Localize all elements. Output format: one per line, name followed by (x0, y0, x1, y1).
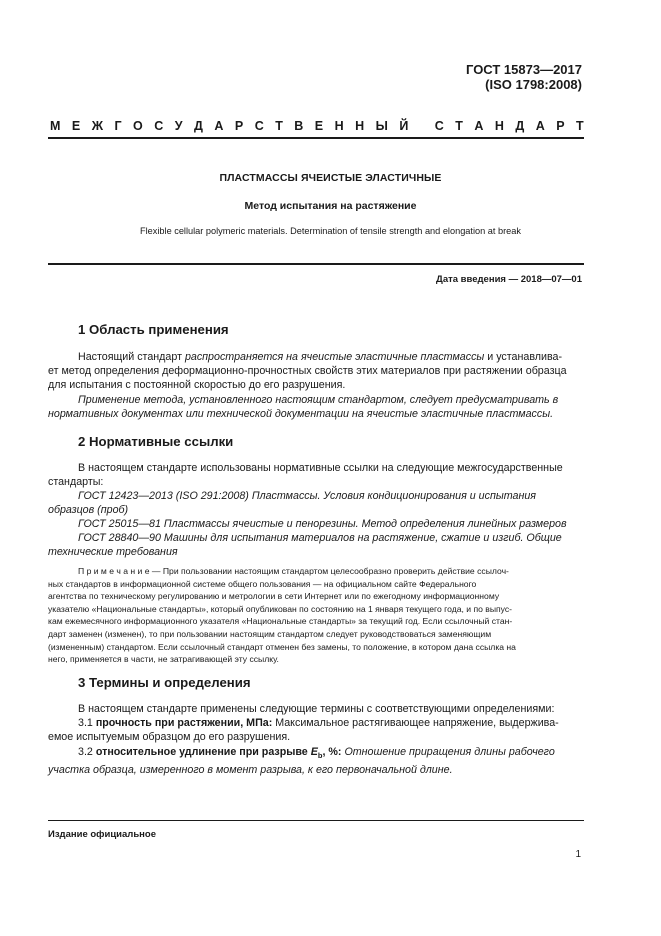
note-label: П р и м е ч а н и е (78, 566, 150, 576)
banner-letter: Р (234, 119, 244, 133)
note-line: (измененным) стандартом. Если ссылочный стандарт отменен без замены, то положение, в котором дана ссылка на (48, 641, 516, 652)
p1-text-italic: распространяется на ячеистые эластичные пластмассы (184, 351, 485, 363)
banner-letter: Г (114, 119, 122, 133)
banner-letter: Н (494, 119, 504, 133)
reference-gost-28840 (48, 531, 584, 559)
note-line: указателю «Национальные стандарты», который опубликован по состоянию на 1 января текущего года, и по выпус- (48, 603, 513, 614)
term-3-1-def: Максимальное растягивающее напряжение, выдержива- (272, 717, 559, 729)
title-rule (48, 263, 584, 265)
p1-line-3: для испытания с постоянной скоростью до его разрушения. (48, 379, 346, 391)
banner-letter: Н (355, 119, 365, 133)
ref3-line-2: технические требования (48, 546, 178, 558)
term-3-1-number: 3.1 (78, 717, 96, 729)
p2-line-2: нормативных документах или технической документации на ячеистые эластичные пластмассы. (48, 408, 554, 420)
s2-intro-line-2: стандарты: (48, 476, 104, 488)
section-1-heading: 1 Область применения (78, 322, 229, 337)
section-3-intro: В настоящем стандарте применены следующие термины с соответствующими определениями: (78, 703, 555, 715)
ref3-line-1: ГОСТ 28840—90 Машины для испытания материалов на растяжение, сжатие и изгиб. Общие (78, 532, 562, 544)
note-line: агентства по техническому регулированию и метрологии в сети Интернет или по ежегодному информационному (48, 591, 500, 602)
term-3-1-def-line-2: емое испытуемым образцом до его разрушения. (48, 731, 291, 743)
section-1-paragraph-1 (48, 350, 584, 392)
note-line: дарт заменен (изменен), то при пользовании настоящим стандартом следует руководствоваться заменяющим (48, 628, 492, 639)
effective-date: Дата введения — 2018—07—01 (436, 274, 582, 285)
banner-letter: Е (314, 119, 324, 133)
term-3-1 (48, 716, 584, 744)
s2-intro-line-1: В настоящем стандарте использованы нормативные ссылки на следующие межгосударственные (78, 462, 563, 474)
section-2-intro (48, 461, 584, 489)
banner-letter: Т (576, 119, 584, 133)
term-3-2-def-line-2: участка образца, измеренного в момент разрыва, к его первоначальной длине. (48, 764, 453, 777)
banner-letter (420, 119, 423, 133)
term-3-2-def: Отношение приращения длины рабочего (341, 746, 555, 758)
banner-letter: А (214, 119, 224, 133)
reference-gost-12423 (48, 489, 584, 517)
banner-letter: Н (334, 119, 344, 133)
note-line: него, применяется в части, не затрагивающей эту ссылку. (48, 654, 279, 665)
term-3-2-name: относительное удлинение при разрыве (95, 746, 311, 758)
term-3-2-subscript: b (317, 751, 323, 761)
document-title: ПЛАСТМАССЫ ЯЧЕИСТЫЕ ЭЛАСТИЧНЫЕ (219, 172, 442, 184)
banner-letter: А (474, 119, 484, 133)
iso-number: (ISO 1798:2008) (485, 77, 582, 92)
reference-gost-25015: ГОСТ 25015—81 Пластмассы ячеистые и пенорезины. Метод определения линейных размеров (78, 518, 567, 530)
term-3-2-unit: , %: (322, 746, 342, 758)
p1-text-b: и устанавлива- (484, 351, 563, 363)
banner-letter: Ж (91, 119, 104, 133)
banner-letter: Й (399, 119, 409, 133)
p1-line-2: ет метод определения деформационно-прочностных свойств этих материалов при растяжении образца (48, 365, 567, 377)
banner-letter: С (254, 119, 264, 133)
note-text: — При пользовании настоящим стандартом целесообразно проверить действие ссылоч- (149, 566, 509, 576)
interstate-standard-banner (50, 119, 584, 133)
ref1-line-1: ГОСТ 12423—2013 (ISO 291:2008) Пластмассы. Условия кондиционирования и испытания (78, 490, 536, 502)
banner-letter: С (154, 119, 164, 133)
note-block (48, 565, 584, 666)
note-line-first (78, 565, 584, 578)
header-rule (48, 137, 584, 139)
section-3-heading: 3 Термины и определения (78, 675, 251, 690)
banner-letter: Т (275, 119, 283, 133)
official-edition-label: Издание официальное (48, 829, 156, 840)
section-1-paragraph-2 (48, 393, 584, 421)
banner-letter: Ы (375, 119, 388, 133)
english-title: Flexible cellular polymeric materials. Determination of tensile strength and elongation at break (140, 226, 521, 236)
page-number: 1 (575, 849, 581, 860)
p1-text-a: Настоящий стандарт (78, 351, 185, 363)
gost-designation (466, 62, 582, 92)
banner-letter: В (294, 119, 304, 133)
banner-letter: А (535, 119, 545, 133)
ref1-line-2: образцов (проб) (48, 504, 129, 516)
gost-number: ГОСТ 15873—2017 (466, 62, 582, 77)
banner-letter: С (434, 119, 444, 133)
banner-letter: У (174, 119, 183, 133)
note-line: ных стандартов в информационной системе общего пользования — на официальном сайте Федерального (48, 578, 477, 589)
term-3-2 (48, 745, 584, 777)
term-3-2-number: 3.2 (78, 746, 96, 758)
term-3-1-name: прочность при растяжении, МПа: (95, 717, 273, 729)
banner-letter: Д (194, 119, 203, 133)
footer-rule (48, 820, 584, 821)
banner-letter: Т (455, 119, 463, 133)
document-subtitle: Метод испытания на растяжение (244, 200, 417, 212)
banner-letter: Д (515, 119, 525, 133)
banner-letter: М (50, 119, 61, 133)
term-3-2-symbol: E (310, 746, 318, 758)
note-line: кам ежемесячного информационного указателя «Национальные стандарты» за текущий год. Если ссылочный стан- (48, 616, 513, 627)
p2-line-1: Применение метода, установленного настоящим стандартом, следует предусматривать в (78, 394, 559, 406)
banner-letter: О (133, 119, 143, 133)
banner-letter: Р (556, 119, 565, 133)
banner-letter: Е (71, 119, 81, 133)
section-2-heading: 2 Нормативные ссылки (78, 434, 234, 449)
